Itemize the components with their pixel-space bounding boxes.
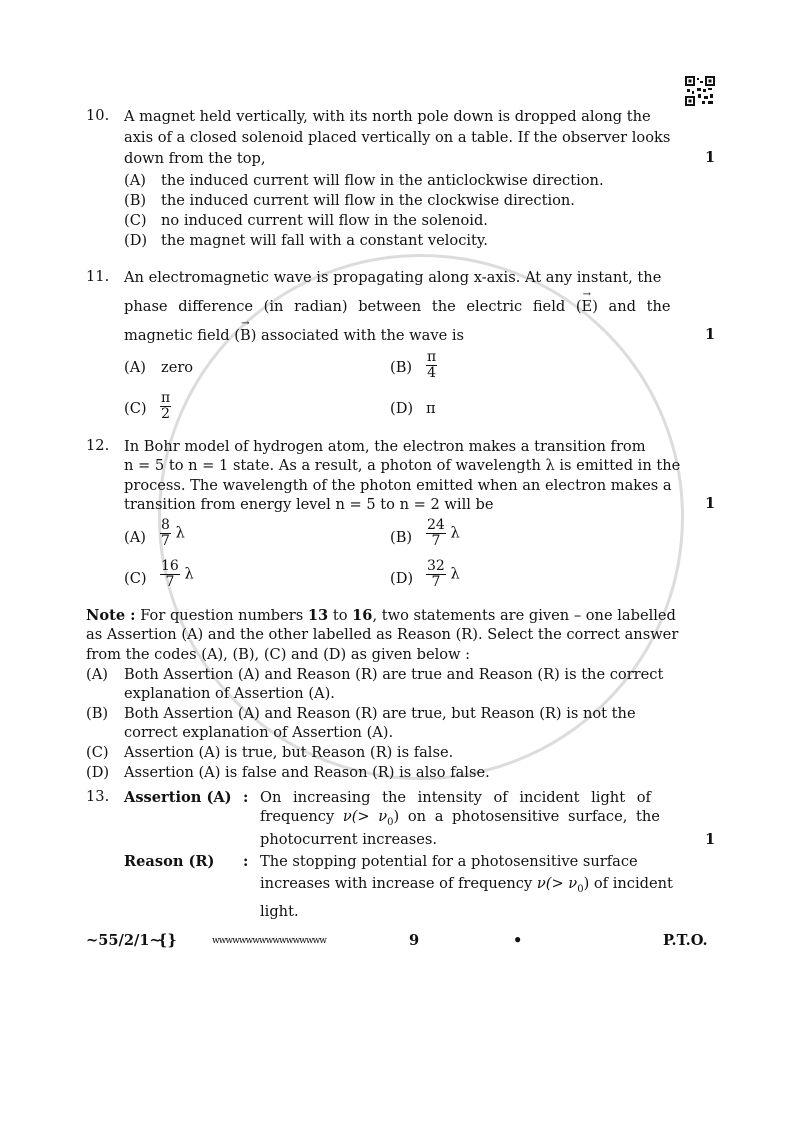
reason-text: The stopping potential for a photosensitive surface [260, 853, 638, 870]
note-line: as Assertion (A) and the other labelled as Reason (R). Select the correct answer [86, 626, 679, 643]
option-text: the induced current will flow in the clockwise direction. [161, 192, 575, 209]
code-label: (C) [86, 744, 109, 761]
page-number: 9 [409, 932, 420, 949]
option-text: π [426, 400, 436, 417]
question-text: phase difference (in radian) between the electric field (→ E) and the [124, 297, 671, 317]
reason-text: increases with increase of frequency $\nu(> \nu_0)$ of incident [260, 875, 673, 895]
question-number: 11. [86, 268, 110, 285]
option-label: (B) [390, 529, 413, 546]
code-text: correct explanation of Assertion (A). [124, 724, 394, 741]
option-text: no induced current will flow in the solenoid. [161, 212, 488, 229]
option-label: (A) [124, 172, 146, 189]
note-line: from the codes (A), (B), (C) and (D) as given below : [86, 646, 471, 663]
option-text: the induced current will flow in the anticlockwise direction. [161, 172, 604, 189]
question-text: down from the top, [124, 150, 266, 167]
code-text: Both Assertion (A) and Reason (R) are true, but Reason (R) is not the [124, 705, 636, 722]
code-label: (B) [86, 705, 109, 722]
vector-e: → E [582, 297, 593, 317]
question-text: axis of a closed solenoid placed vertically on a table. If the observer looks [124, 129, 671, 146]
squiggle-line: wwwwwwwwwwwwwwwww [212, 936, 326, 946]
option-text: the magnet will fall with a constant velocity. [161, 232, 488, 249]
code-text: explanation of Assertion (A). [124, 685, 335, 702]
option-label: (D) [390, 570, 414, 587]
question-text: In Bohr model of hydrogen atom, the electron makes a transition from [124, 438, 646, 455]
question-text: transition from energy level n = 5 to n = 2 will be [124, 496, 494, 513]
code-text: Assertion (A) is false and Reason (R) is also false. [124, 764, 490, 781]
pto-label: P.T.O. [663, 932, 708, 949]
question-text: A magnet held vertically, with its north pole down is dropped along the [124, 108, 651, 125]
note-line: Note : For question numbers 13 to 16, two statements are given – one labelled [86, 607, 676, 624]
option-label: (C) [124, 570, 147, 587]
code-text: Both Assertion (A) and Reason (R) are true and Reason (R) is the correct [124, 666, 664, 683]
paper-code: ~55/2/1~ [86, 932, 162, 949]
marks-label: 1 [705, 149, 716, 166]
question-number: 12. [86, 437, 110, 454]
marks-label: 1 [705, 831, 716, 848]
option-label: (C) [124, 400, 147, 417]
option-fraction: $\frac{8}{7}$ λ [161, 517, 185, 549]
assertion-label: Assertion (A) [124, 789, 232, 806]
code-text: Assertion (A) is true, but Reason (R) is false. [124, 744, 454, 761]
code-label: (A) [86, 666, 108, 683]
option-fraction: $\frac{32}{7}$ λ [427, 558, 460, 590]
option-label: (B) [390, 359, 413, 376]
option-fraction: $\frac{16}{7}$ λ [161, 558, 194, 590]
question-text: n = 5 to n = 1 state. As a result, a photon of wavelength λ is emitted in the [124, 457, 681, 474]
option-label: (A) [124, 529, 146, 546]
reason-label: Reason (R) [124, 853, 215, 870]
question-number: 13. [86, 788, 110, 805]
code-label: (D) [86, 764, 110, 781]
question-text: An electromagnetic wave is propagating along x-axis. At any instant, the [124, 269, 662, 286]
option-label: (D) [390, 400, 414, 417]
question-number: 10. [86, 107, 110, 124]
qr-code-icon [685, 76, 715, 106]
assertion-text: photocurrent increases. [260, 831, 438, 848]
marks-label: 1 [705, 326, 716, 343]
assertion-text: On increasing the intensity of incident light of [260, 789, 651, 806]
option-fraction: $\frac{\pi}{4}$ [427, 349, 437, 381]
option-label: (A) [124, 359, 146, 376]
option-text: zero [161, 359, 194, 376]
option-fraction: $\frac{\pi}{2}$ [161, 390, 171, 422]
option-label: (D) [124, 232, 148, 249]
option-fraction: $\frac{24}{7}$ λ [427, 517, 460, 549]
braces-symbol: {} [158, 932, 177, 949]
marks-label: 1 [705, 495, 716, 512]
question-text: process. The wavelength of the photon emitted when an electron makes a [124, 477, 672, 494]
vector-b: → B [240, 326, 251, 346]
question-text: magnetic field (→ B) associated with the wave is [124, 326, 464, 346]
colon: : [243, 789, 249, 806]
option-label: (B) [124, 192, 147, 209]
colon: : [243, 853, 249, 870]
option-label: (C) [124, 212, 147, 229]
assertion-text: frequency $\nu(> \nu_0)$ on a photosensitive surface, the [260, 808, 660, 828]
reason-text: light. [260, 903, 299, 920]
bullet-dot: • [513, 932, 523, 949]
